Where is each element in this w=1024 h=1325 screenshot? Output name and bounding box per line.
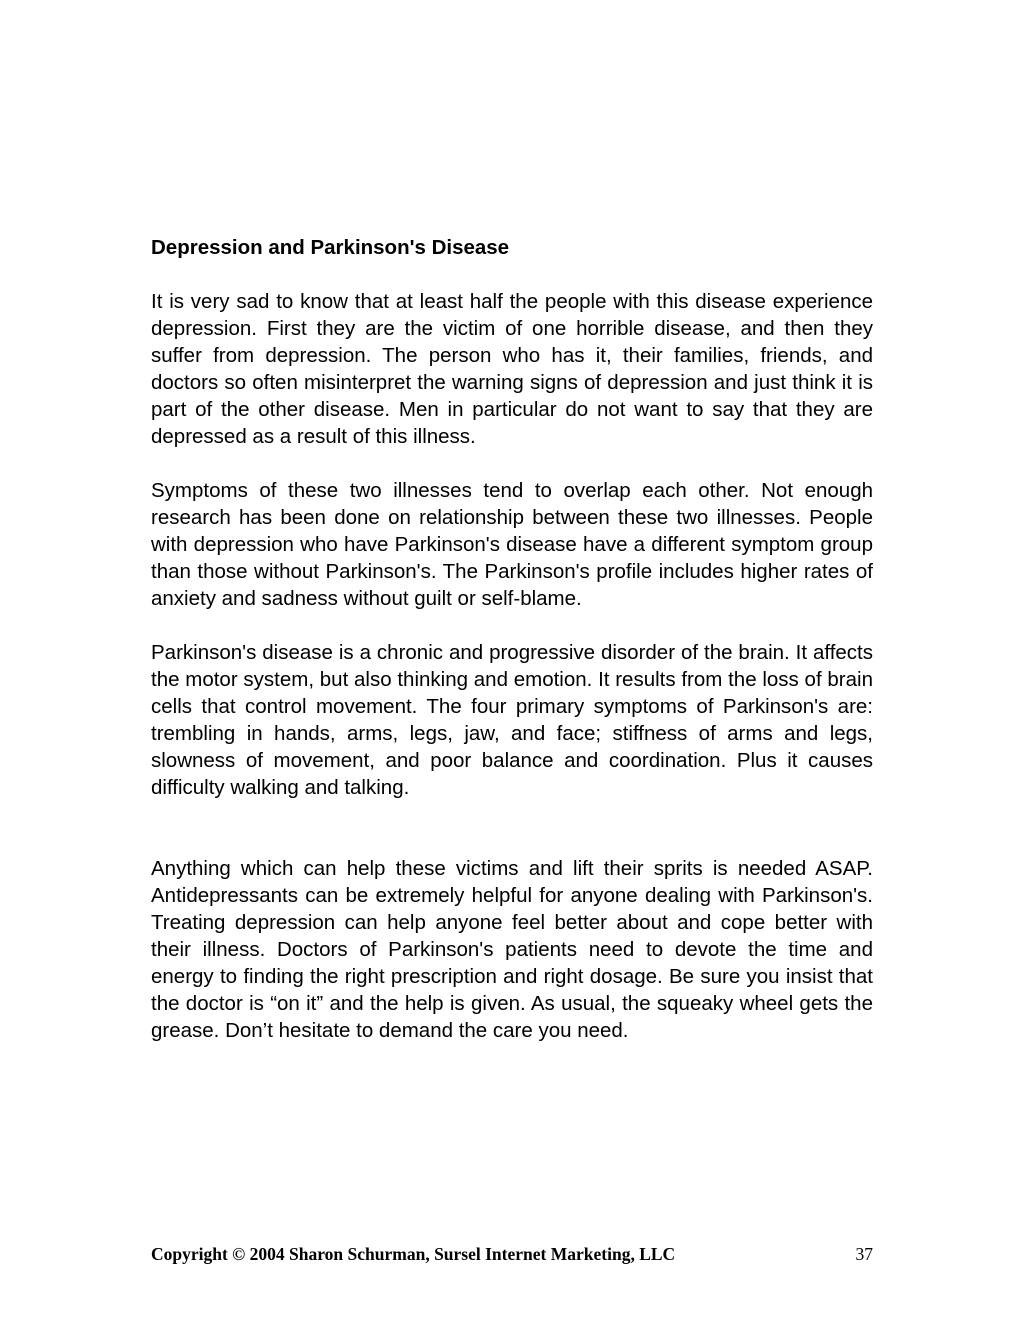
- paragraph-symptoms-overlap: Symptoms of these two illnesses tend to overlap each other. Not enough research has been done on relationship between these two illnesses. People with depression who have Parkinson's disease have a different symptom group than those without Parkinson's. The Parkinson's profile includes higher rates of anxiety and sadness without guilt or self-blame.: [151, 479, 873, 610]
- paragraph-treatment-advice: Anything which can help these victims and lift their sprits is needed ASAP. Antidepressants can be extremely helpful for anyone dealing with Parkinson's. Treating depression can help anyone feel better about and cope better with their illness. Doctors of Parkinson's patients need to devote the time and energy to finding the right prescription and right dosage. Be sure you insist that the doctor is “on it” and the help is given. As usual, the squeaky wheel gets the grease. Don’t hesitate to demand the care you need.: [151, 857, 873, 1042]
- page-number: 37: [855, 1244, 873, 1264]
- copyright-notice: Copyright © 2004 Sharon Schurman, Sursel Internet Marketing, LLC: [151, 1244, 676, 1264]
- document-body: [151, 234, 873, 1071]
- paragraph-parkinsons-description: Parkinson's disease is a chronic and progressive disorder of the brain. It affects the motor system, but also thinking and emotion. It results from the loss of brain cells that control movement. The four primary symptoms of Parkinson's are: trembling in hands, arms, legs, jaw, and face; stiffness of arms and legs, slowness of movement, and poor balance and coordination. Plus it causes difficulty walking and talking.: [151, 641, 873, 799]
- paragraph-depression-intro: It is very sad to know that at least half the people with this disease experience depression. First they are the victim of one horrible disease, and then they suffer from depression. The person who has it, their families, friends, and doctors so often misinterpret the warning signs of depression and just think it is part of the other disease. Men in particular do not want to say that they are depressed as a result of this illness.: [151, 290, 873, 448]
- section-heading: Depression and Parkinson's Disease: [151, 236, 510, 259]
